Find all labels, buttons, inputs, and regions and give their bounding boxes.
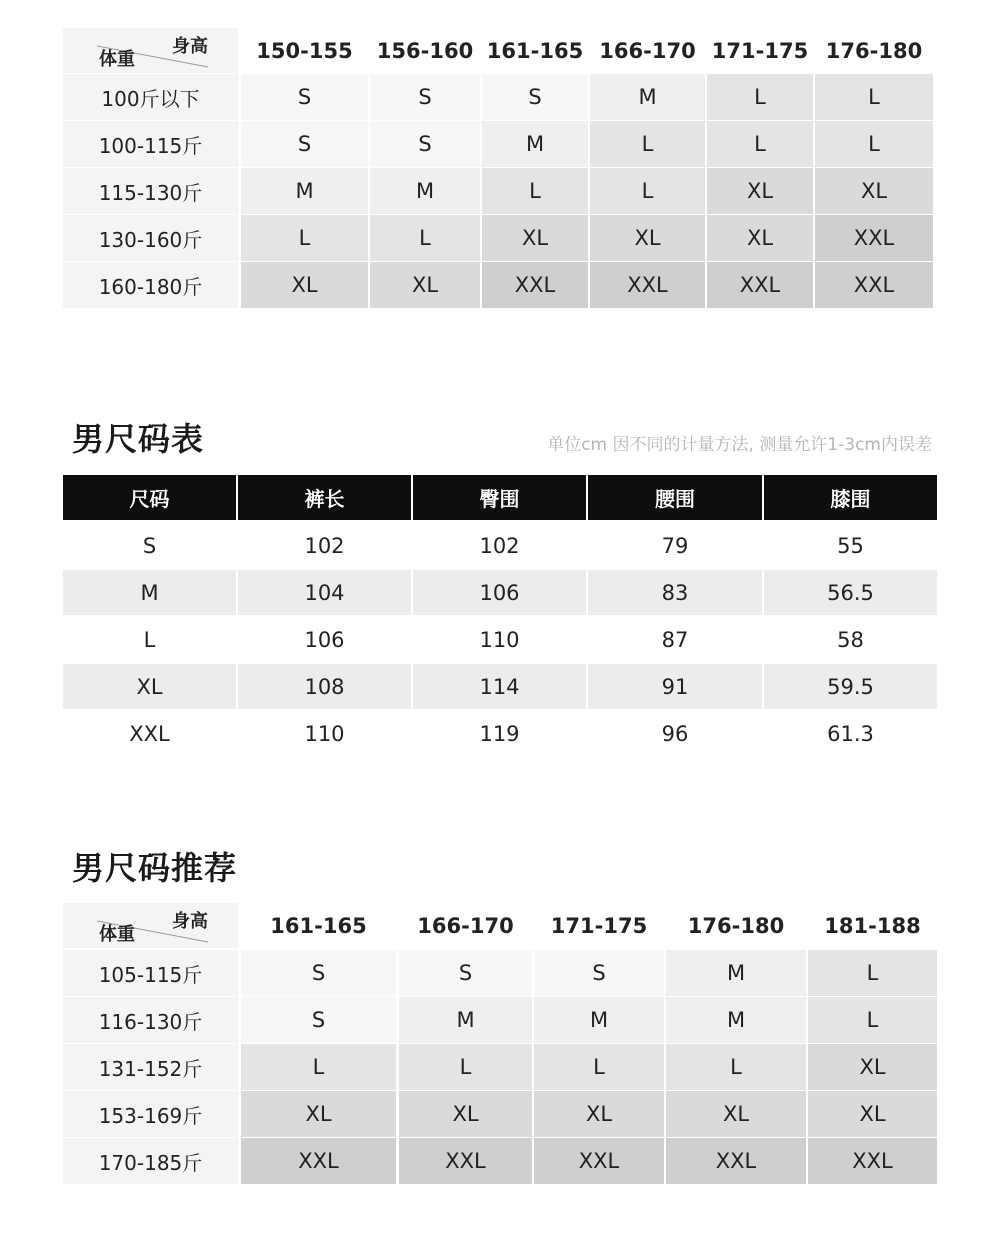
weight-label: 105-115斤 [63,950,238,996]
height-header: 150-155 [241,28,368,73]
size-cell: XXL [808,1138,937,1184]
measure-cell: 106 [413,570,586,615]
size-cell: XL [241,262,368,308]
corner-diagonal [63,28,238,73]
weight-label: 116-130斤 [63,997,238,1043]
size-cell: M [399,997,532,1043]
size-cell: S [241,997,396,1043]
weight-label: 130-160斤 [63,215,238,261]
size-cell: S [482,74,588,120]
size-cell: XL [370,262,480,308]
size-cell: XL [815,168,933,214]
weight-label: 131-152斤 [63,1044,238,1090]
size-cell: XL [241,1091,396,1137]
weight-label: 153-169斤 [63,1091,238,1137]
height-header: 161-165 [482,28,588,73]
size-cell: S [370,121,480,167]
height-header: 161-165 [241,903,396,948]
measure-cell: 110 [238,711,411,756]
height-header: 166-170 [399,903,532,948]
size-cell: XL [707,215,813,261]
size-cell: L [808,997,937,1043]
size-cell: S [370,74,480,120]
weight-label: 100斤以下 [63,74,238,120]
size-name-cell: M [63,570,236,615]
height-header: 176-180 [815,28,933,73]
size-cell: M [370,168,480,214]
size-name-cell: L [63,617,236,662]
size-chart-title: 男尺码表 [72,420,205,458]
size-cell: L [590,121,705,167]
size-cell: L [534,1044,664,1090]
size-cell: S [399,950,532,996]
size-cell: XL [707,168,813,214]
height-header: 171-175 [707,28,813,73]
size-name-cell: S [63,523,236,568]
weight-label: 160-180斤 [63,262,238,308]
corner-weight-label: 体重 [99,49,135,70]
size-cell: L [815,121,933,167]
measure-cell: 59.5 [764,664,937,709]
size-chart-note: 单位cm 因不同的计量方法, 测量允许1-3cm内误差 [547,435,932,455]
size-cell: XL [534,1091,664,1137]
measure-cell: 79 [588,523,762,568]
measure-cell: 91 [588,664,762,709]
size-cell: XL [590,215,705,261]
measure-cell: 96 [588,711,762,756]
height-header: 171-175 [534,903,664,948]
size-cell: XXL [534,1138,664,1184]
measure-cell: 87 [588,617,762,662]
column-header: 裤长 [238,475,411,520]
corner-height-label: 身高 [172,36,208,57]
size-cell: M [666,997,806,1043]
size-name-cell: XL [63,664,236,709]
measure-cell: 61.3 [764,711,937,756]
size-cell: M [241,168,368,214]
measure-cell: 83 [588,570,762,615]
measure-cell: 106 [238,617,411,662]
weight-label: 115-130斤 [63,168,238,214]
size-cell: XL [399,1091,532,1137]
size-name-cell: XXL [63,711,236,756]
size-cell: L [590,168,705,214]
weight-label: 100-115斤 [63,121,238,167]
measure-cell: 56.5 [764,570,937,615]
size-cell: L [707,121,813,167]
corner-height-label: 身高 [172,911,208,932]
size-cell: XXL [666,1138,806,1184]
size-cell: XL [808,1091,937,1137]
measure-cell: 55 [764,523,937,568]
size-cell: L [241,1044,396,1090]
size-cell: L [666,1044,806,1090]
measure-cell: 102 [238,523,411,568]
column-header: 尺码 [63,475,236,520]
size-cell: L [370,215,480,261]
size-cell: XXL [241,1138,396,1184]
corner-cell [63,903,238,948]
size-cell: XXL [707,262,813,308]
top-cropped-title [64,0,264,6]
size-cell: XXL [482,262,588,308]
size-cell: S [241,950,396,996]
height-header: 166-170 [590,28,705,73]
size-cell: XXL [399,1138,532,1184]
size-cell: L [399,1044,532,1090]
size-cell: XL [808,1044,937,1090]
corner-weight-label: 体重 [99,924,135,945]
size-cell: XXL [815,262,933,308]
size-cell: XXL [590,262,705,308]
measure-cell: 58 [764,617,937,662]
weight-label: 170-185斤 [63,1138,238,1184]
column-header: 臀围 [413,475,586,520]
size-cell: L [808,950,937,996]
size-cell: XXL [815,215,933,261]
measure-cell: 114 [413,664,586,709]
size-cell: L [707,74,813,120]
size-cell: XL [482,215,588,261]
size-cell: S [534,950,664,996]
height-header: 181-188 [808,903,937,948]
measure-cell: 104 [238,570,411,615]
height-header: 176-180 [666,903,806,948]
size-cell: M [590,74,705,120]
size-cell: M [534,997,664,1043]
column-header: 膝围 [764,475,937,520]
size-cell: L [241,215,368,261]
size-cell: L [482,168,588,214]
corner-cell [63,28,238,73]
recommend-title: 男尺码推荐 [72,849,238,887]
height-header: 156-160 [370,28,480,73]
column-header: 腰围 [588,475,762,520]
size-cell: M [482,121,588,167]
measure-cell: 119 [413,711,586,756]
size-cell: S [241,74,368,120]
corner-diagonal [63,903,238,948]
measure-cell: 108 [238,664,411,709]
size-cell: XL [666,1091,806,1137]
size-cell: L [815,74,933,120]
size-cell: S [241,121,368,167]
measure-cell: 102 [413,523,586,568]
measure-cell: 110 [413,617,586,662]
size-cell: M [666,950,806,996]
